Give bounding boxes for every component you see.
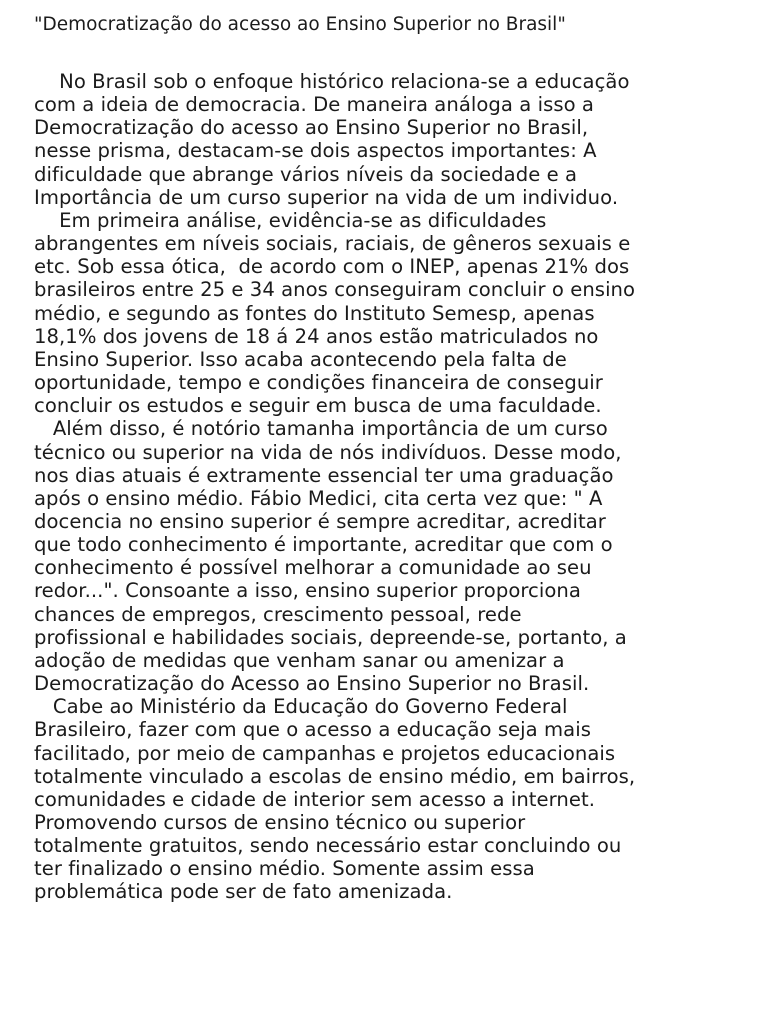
text-line: Democratização do Acesso ao Ensino Superior no Brasil.	[34, 672, 590, 696]
text-line: oportunidade, tempo e condições financeira de conseguir	[34, 371, 603, 395]
text-line: brasileiros entre 25 e 34 anos conseguiram concluir o ensino	[34, 278, 636, 302]
text-line: Democratização do acesso ao Ensino Superior no Brasil,	[34, 116, 589, 140]
text-line: 18,1% dos jovens de 18 á 24 anos estão matriculados no	[34, 324, 599, 348]
text-line: Em primeira análise, evidência-se as dificuldades	[34, 208, 547, 232]
text-line: redor...". Consoante a isso, ensino superior proporciona	[34, 579, 581, 603]
text-line: abrangentes em níveis sociais, raciais, de gêneros sexuais e	[34, 232, 631, 256]
text-line: comunidades e cidade de interior sem acesso a internet.	[34, 787, 595, 811]
text-line: totalmente vinculado a escolas de ensino médio, em bairros,	[34, 764, 636, 788]
text-line: que todo conhecimento é importante, acreditar que com o	[34, 533, 613, 557]
text-line: ter finalizado o ensino médio. Somente assim essa	[34, 857, 535, 881]
text-line: chances de empregos, crescimento pessoal, rede	[34, 602, 522, 626]
text-line: totalmente gratuitos, sendo necessário estar concluindo ou	[34, 834, 622, 858]
text-line: técnico ou superior na vida de nós indivíduos. Desse modo,	[34, 440, 622, 464]
text-line: com a ideia de democracia. De maneira análoga a isso a	[34, 93, 594, 117]
text-line: conhecimento é possível melhorar a comunidade ao seu	[34, 556, 592, 580]
text-line: Promovendo cursos de ensino técnico ou superior	[34, 811, 526, 834]
text-line: problemática pode ser de fato amenizada.	[34, 880, 453, 904]
text-line: facilitado, por meio de campanhas e projetos educacionais	[34, 741, 616, 765]
text-line: Além disso, é notório tamanha importância de um curso	[34, 417, 608, 441]
text-line: Cabe ao Ministério da Educação do Governo Federal	[34, 695, 568, 719]
text-line: médio, e segundo as fontes do Instituto Semesp, apenas	[34, 301, 595, 325]
document-title: "Democratização do acesso ao Ensino Superior no Brasil"	[34, 14, 566, 35]
text-line: Ensino Superior. Isso acaba acontecendo pela falta de	[34, 347, 567, 371]
document-body	[34, 70, 768, 904]
text-line: adoção de medidas que venham sanar ou amenizar a	[34, 648, 565, 672]
text-line: etc. Sob essa ótica, de acordo com o INEP, apenas 21% dos	[34, 255, 630, 279]
text-line: nos dias atuais é extramente essencial ter uma graduação	[34, 463, 614, 487]
text-line: nesse prisma, destacam-se dois aspectos importantes: A	[34, 139, 597, 163]
text-line: dificuldade que abrange vários níveis da sociedade e a	[34, 162, 578, 186]
text-line: docencia no ensino superior é sempre acreditar, acreditar	[34, 509, 606, 533]
text-line: Importância de um curso superior na vida de um individuo.	[34, 185, 619, 209]
text-line: Brasileiro, fazer com que o acesso a educação seja mais	[34, 718, 591, 742]
text-line: No Brasil sob o enfoque histórico relaciona-se a educação	[34, 70, 630, 93]
text-line: profissional e habilidades sociais, depreende-se, portanto, a	[34, 625, 627, 649]
text-line: após o ensino médio. Fábio Medici, cita certa vez que: " A	[34, 486, 603, 510]
text-line: concluir os estudos e seguir em busca de uma faculdade.	[34, 394, 602, 418]
